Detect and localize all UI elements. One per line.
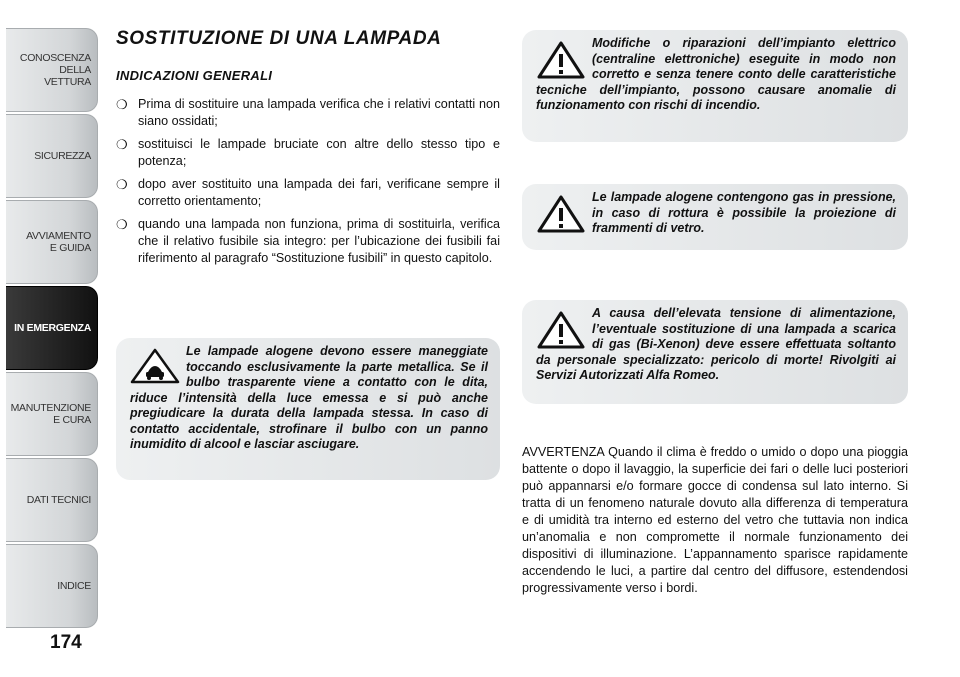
tab-sicurezza[interactable]: SICUREZZA [6,114,98,198]
section-title: SOSTITUZIONE DI UNA LAMPADA [116,28,442,49]
tab-manutenzione[interactable]: MANUTENZIONE E CURA [6,372,98,456]
bullet-mark: ❍ [116,137,128,152]
list-item [116,176,500,210]
bullet-mark: ❍ [116,177,128,192]
bullet-mark: ❍ [116,217,128,232]
instruction-list [116,96,500,273]
list-item-text: sostituisci le lampade bruciate con altre dello stesso tipo e potenza; [138,137,500,168]
tab-avviamento[interactable]: AVVIAMENTO E GUIDA [6,200,98,284]
list-item [116,96,500,130]
list-item-text: dopo aver sostituito una lampada dei fari, verificane sempre il corretto orientamento; [138,177,500,208]
warning-triangle-icon [536,310,586,350]
section-subtitle: INDICAZIONI GENERALI [116,68,273,83]
warning-triangle-icon [536,40,586,80]
warning-text: A causa dell’elevata tensione di alimentazione, l’eventuale sostituzione di una lampada a scarica di gas (Bi-Xenon) deve essere effettuata soltanto da personale specializzato: pericolo di morte! Rivolgiti ai Servizi Autorizzati Alfa Romeo. [536,306,896,382]
tab-indice[interactable]: INDICE [6,544,98,628]
tab-in-emergenza[interactable]: IN EMERGENZA [6,286,98,370]
list-item-text: quando una lampada non funziona, prima di sostituirla, verifica che il relativo fusibile sia integro: per l’ubicazione dei fusibili fai riferimento al paragrafo “Sostituzione fusibili” in questo capitolo. [138,217,500,265]
warning-halogen-handling [116,338,500,480]
page-number: 174 [50,632,82,653]
list-item [116,136,500,170]
condensation-notice: AVVERTENZA Quando il clima è freddo o umido o dopo una pioggia battente o dopo il lavaggio, la superficie dei fari o delle luci posteriori può appannarsi e/o formare gocce di condensa sul lato interno. Si tratta di un fenomeno naturale dovuto alla differenza di temperatura e di umidità tra interno ed esterno del vetro che tuttavia non indica un’anomalia e non compromette il normale funzionamento dei dispositivi di illuminazione. L’appannamento sparisce rapidamente accendendo le luci, a partire dal centro del diffusore, estendendosi progressivamente verso i bordi. [522,445,908,595]
list-item-text: Prima di sostituire una lampada verifica che i relativi contatti non siano ossidati; [138,97,500,128]
warning-text: Modifiche o riparazioni dell’impianto elettrico (centraline elettroniche) eseguite in modo non corretto e senza tenere conto delle caratteristiche tecniche dell’impianto, possono causare anomalie di funzionamento con rischi di incendio. [536,36,896,112]
bullet-mark: ❍ [116,97,128,112]
hot-surface-warning-icon [130,348,180,384]
warning-electrical-mods [522,30,908,142]
warning-triangle-icon [536,194,586,234]
warning-halogen-pressure [522,184,908,250]
warning-xenon [522,300,908,404]
warning-text: Le lampade alogene devono essere maneggiate toccando esclusivamente la parte metallica. Se il bulbo trasparente viene a contatto con le dita, riduce l’intensità della luce emessa e si può anche pregiudicare la durata della lampada stessa. In caso di contatto accidentale, strofinare il bulbo con un panno inumidito di alcool e lasciar asciugare. [130,344,488,451]
tab-conoscenza[interactable]: CONOSCENZA DELLA VETTURA [6,28,98,112]
tab-dati-tecnici[interactable]: DATI TECNICI [6,458,98,542]
list-item [116,216,500,267]
warning-text: Le lampade alogene contengono gas in pressione, in caso di rottura è possibile la proiezione di frammenti di vetro. [592,190,896,235]
